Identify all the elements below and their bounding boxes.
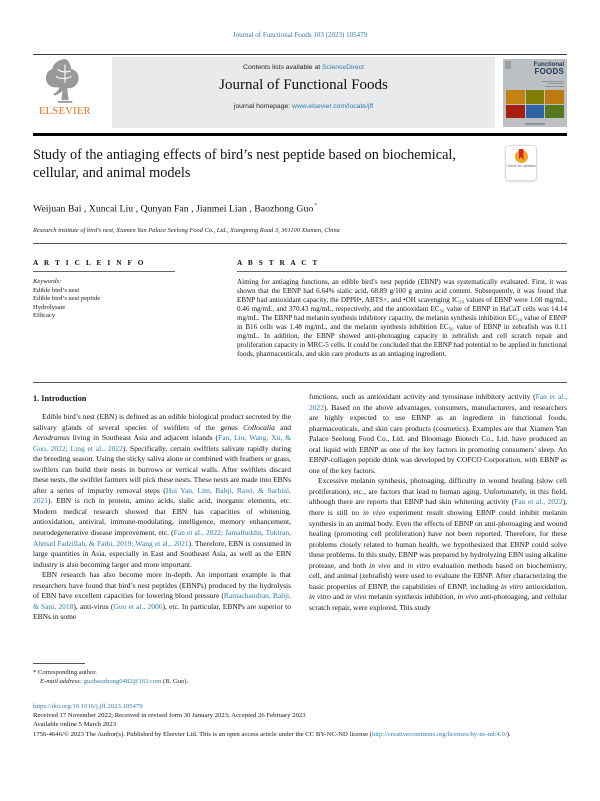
keywords-label: Keywords: xyxy=(33,278,62,285)
cover-title xyxy=(534,62,564,75)
elsevier-wordmark: ELSEVIER xyxy=(39,106,91,117)
email-note: E-mail address: guobaozhong0482@163.com (B. Guo). xyxy=(40,678,189,685)
corresponding-author-note: * Corresponding author. xyxy=(33,669,97,676)
body-column-left xyxy=(33,392,291,623)
contents-line xyxy=(112,57,495,71)
footnote-rule xyxy=(33,663,85,664)
footer-block xyxy=(33,702,569,739)
inline-link[interactable]: Ramachandran, Babji, & Sani, 2018 xyxy=(33,591,291,611)
inline-link[interactable]: Fan et al., 2022; Jamalluddin, Tukiran, Ahmad Fadzillah, & Fathi, 2019; Wang et al., 2021 xyxy=(33,528,291,548)
corresponding-author-marker[interactable]: * xyxy=(314,202,318,209)
cover-photo-tile xyxy=(526,105,545,119)
copyright-line: 1756-4646/© 2023 The Author(s). Published by Elsevier Ltd. This is an open access article under the CC BY-NC-ND license (http://creativecommons.org/licenses/by-nc-nd/4.0/). xyxy=(33,730,511,738)
keyword-item: Edible bird’s nest peptide xyxy=(33,295,101,303)
journal-title: Journal of Functional Foods xyxy=(219,77,388,93)
header-divider-rule xyxy=(33,133,567,136)
crossmark-icon xyxy=(515,150,528,163)
keyword-item: Edible bird’s nest xyxy=(33,286,80,294)
cover-editor-lines xyxy=(542,79,564,87)
elsevier-logo[interactable] xyxy=(30,58,100,128)
footnote-block xyxy=(33,663,291,686)
author-list xyxy=(33,202,318,214)
journal-header-box xyxy=(112,57,495,128)
inline-link[interactable]: Fan et al., 2022 xyxy=(309,392,567,412)
article-title: Study of the antiaging effects of bird’s nest peptide based on biochemical, cellular, and animal models xyxy=(33,147,456,181)
body-paragraph: Edible bird’s nest (EBN) is defined as an edible biological product secreted by the salivary glands of several species of swiftlets of the genus Collocalia and Aerodramus living in Southeast Asia and adjacent islands (Fan, Liu, Wang, Xu, & Guo, 2022; Ling et al., 2022). Specifically, certain swiftlets salivate rapidly during the breeding season. Using the sticky saliva alone or combined with feathers or grass, swiftlets can build their nests in burrows or vertical walls. After swiftlets discard these nests, the swiftlet farmers will pick these nests. These nests are made into EBNs after a series of impurity removal steps (Hui Yan, Lim, Babji, Rawi, & Sarbini, 2021). EBN is rich in protein, amino acids, sialic acid, inorganic elements, etc. Modern medical research showed that EBN has capacities of whitening, antioxidation, antiviral, immune-modulating, intelligence, memory enhancement, neurodegenerative disease improvement, etc. (Fan et al., 2022; Jamalluddin, Tukiran, Ahmad Fadzillah, & Fathi, 2019; Wang et al., 2021). Therefore, EBN is consumed in large quantities in Asia, especially in East and Southeast Asia, as well as the EBN industry is also becoming larger and more important. xyxy=(33,412,291,569)
inline-link[interactable]: Fan, Liu, Wang, Xu, & Guo, 2022; Ling et al., 2022 xyxy=(33,433,291,453)
cover-photo-tile xyxy=(506,105,525,119)
abstract-divider-rule xyxy=(33,382,567,383)
top-rule xyxy=(33,54,567,55)
affiliation-rule xyxy=(33,243,567,244)
keyword-item: Hydrolysate xyxy=(33,303,66,311)
abstract-rule xyxy=(237,271,567,272)
doi-link[interactable]: https://doi.org/10.1016/j.jff.2023.105479 xyxy=(33,703,143,710)
journal-cover-thumbnail xyxy=(503,59,567,127)
cover-publisher-mark xyxy=(505,61,511,69)
affiliation: Research institute of bird’s nest, Xiamen Yan Palace Seelong Food Co., Ltd., Xiangming Road 3, 361100 Xiamen, China xyxy=(33,227,340,234)
cover-bottom-text xyxy=(525,123,545,125)
received-dates: Received 17 November 2022; Received in revised form 30 January 2023; Accepted 26 February 2023 xyxy=(33,712,306,720)
keyword-item: Efficacy xyxy=(33,312,56,320)
abstract-text: Aiming for antiaging functions, an edible bird’s nest peptide (EBNP) was systematically evaluated. First, it was shown that the EBNP had 6.64% sialic acid, 68.89 g/100 g amino acid content. Subsequently, it was found that EBNP had antioxidant capacity, the DPPH•, ABTS+, and •OH scavenging IC₅₀ values of EBNP were 1.08 mg/mL, 0.46 mg/mL, and 370.43 mg/mL, respectively, and the antioxidant EC₅₀ value of EBNP in HaCaT cells was 14.14 mg/mL. The EBNP had melanin synthesis inhibitory capacity, the melanin synthesis inhibition EC₅₀ value of EBNP in B16 cells was 1.48 mg/mL, and the melanin synthesis inhibition EC₅₀ value of EBNP in zebrafish was 0.11 mg/mL. In addition, the EBNP showed anti-photoaging capacity in zebrafish and cell scratch repair and proliferation capacity in MRC-5 cells. It could be concluded that the EBNP had potential to be applied in functional foods, pharmaceuticals, and skin care products as an antiaging ingredient. xyxy=(237,278,567,358)
check-for-updates-badge[interactable] xyxy=(505,145,537,181)
homepage-prefix: journal homepage: xyxy=(233,103,293,110)
cover-photo-tile xyxy=(526,90,545,104)
homepage-line xyxy=(112,103,495,110)
abstract-heading: A B S T R A C T xyxy=(237,258,320,267)
cover-photo-tile xyxy=(545,90,564,104)
inline-link[interactable]: http://creativecommons.org/licenses/by-nc-nd/4.0/ xyxy=(371,730,507,738)
cover-title-word1: Functional xyxy=(533,62,564,68)
contents-prefix: Contents lists available at xyxy=(243,64,323,71)
cover-image-grid xyxy=(506,90,564,118)
article-info-column xyxy=(33,258,195,321)
inline-link[interactable]: guobaozhong0482@163.com xyxy=(83,678,162,685)
abstract-column xyxy=(237,258,567,359)
body-paragraph: EBN research has also become more in-depth. An important example is that researchers have found that bird’s nest peptides (EBNPs) produced by the hydrolysis of EBN have excellent capacities for lowering blood pressure (Ramachandran, Babji, & Sani, 2018), anti-virus (Guo et al., 2006), etc. In particular, EBNPs are superior to EBNs in some xyxy=(33,570,291,622)
author-names: Weijuan Bai , Xuncai Liu , Qunyan Fan , Jianmei Lian , Baozhong Guo xyxy=(33,203,314,215)
cover-photo-tile xyxy=(506,90,525,104)
article-info-rule xyxy=(33,271,175,272)
body-paragraph: Excessive melanin synthesis, photoaging, difficulty in wound healing (slow cell proliferation), etc., are factors that lead to human aging. Unfortunately, in this field, although there are reports that EBNP had skin whitening activity (Fan et al., 2022), there is still no in vivo experiment result showing EBNP could inhibit melanin synthesis in an animal body. Even the effects of EBNP on anti-photoaging and wound healing (promoting cell proliferation) have not been reported. Therefore, for these problems closely related to human health, we hypothesized that EBNP could solve these problems. In this study, EBNP was prepared by hydrolyzing EBN using alkaline protease, and both in vivo and in vitro evaluation methods based on biochemistry, cell, and animal (zebrafish) were used to evaluate the EBNP. After characterizing the basic properties of EBNP, the capabilities of EBNP, including in vitro antioxidation, in vitro and in vivo melanin synthesis inhibition, in vivo anti-photoaging, and cellular scratch repair, were explored. This study xyxy=(309,476,568,612)
section-heading-introduction: 1. Introduction xyxy=(33,394,87,403)
article-info-heading: A R T I C L E I N F O xyxy=(33,258,146,267)
crossmark-label: Check for updates xyxy=(506,164,536,168)
inline-link[interactable]: Hui Yan, Lim, Babji, Rawi, & Sarbini, 2021 xyxy=(33,485,291,506)
sciencedirect-link[interactable]: ScienceDirect xyxy=(322,64,364,71)
journal-homepage-link[interactable]: www.elsevier.com/locate/jff xyxy=(292,103,374,110)
running-head-journal-ref: Journal of Functional Foods 103 (2023) 105479 xyxy=(232,31,368,39)
available-online: Available online 5 March 2023 xyxy=(33,721,117,729)
cover-photo-tile xyxy=(545,105,564,119)
cover-title-word2: FOODS xyxy=(534,66,564,76)
body-column-right xyxy=(309,392,567,613)
inline-link[interactable]: Guo et al., 2006 xyxy=(113,601,163,611)
inline-link[interactable]: Fan et al., 2022 xyxy=(514,497,563,507)
crossmark-ribbon-icon xyxy=(519,149,524,160)
body-paragraph: functions, such as antioxidant activity and tyrosinase inhibitory activity (Fan et al., 2022). Based on the above advantages, consumers, manufacturers, and researchers are highly expected to use EBNP as an ingredient in functional foods, pharmaceuticals, and skin care products (cosmetics). Examples are that Xiamen Yan Palace Seelong Food Co., Ltd. and Bloomage Biotech Co., Ltd. have produced an oral liquid with EBNP as one of the key factors in promoting consumers’ sleep. An EBNP-collagen peptide drink was developed by COFCO Corporation, with EBNP as one of the key factors. xyxy=(309,392,567,475)
